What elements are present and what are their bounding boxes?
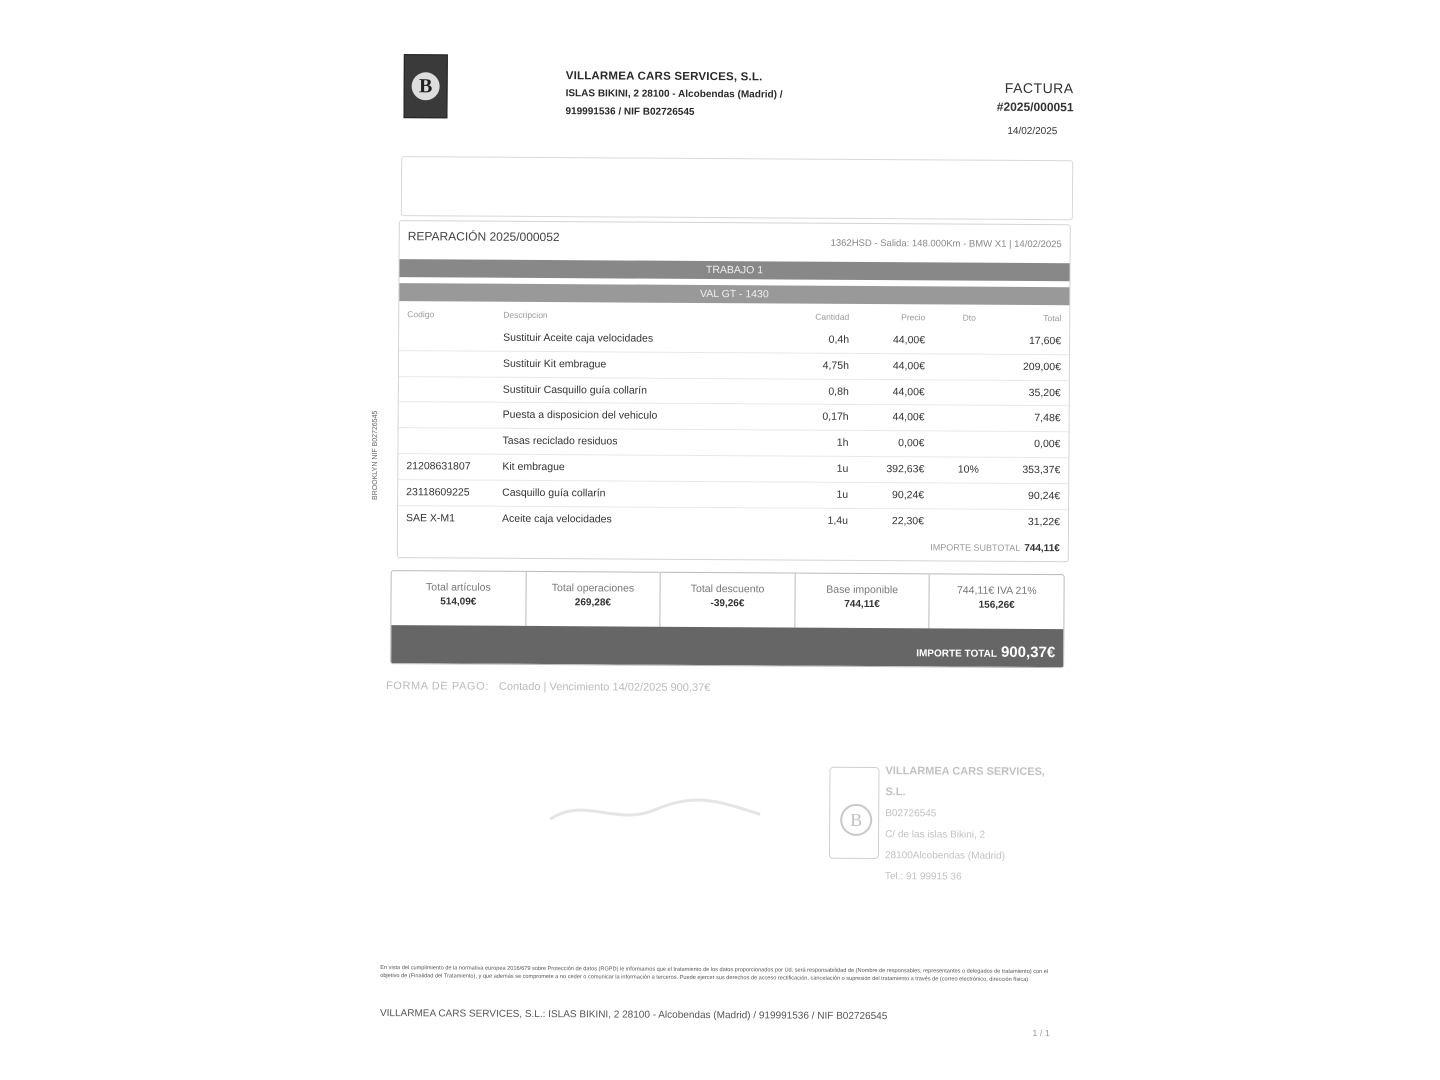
table-row xyxy=(398,480,1068,510)
grand-total xyxy=(916,643,1055,661)
cell-qty: 4,75h xyxy=(822,359,849,372)
cell-price: 0,00€ xyxy=(898,437,925,450)
cell-total: 35,20€ xyxy=(1028,386,1061,399)
base-imponible-value: 744,11€ xyxy=(844,598,880,611)
invoice-title: FACTURA xyxy=(1004,79,1074,97)
cell-qty: 1h xyxy=(836,436,849,450)
table-row xyxy=(398,454,1068,484)
cell-qty: 1u xyxy=(836,462,849,475)
table-row xyxy=(399,325,1069,355)
cell-price: 44,00€ xyxy=(892,334,926,347)
cell-price: 90,24€ xyxy=(892,488,925,502)
total-descuento-label: Total descuento xyxy=(690,582,765,596)
total-operaciones-label: Total operaciones xyxy=(551,582,635,595)
payment-method xyxy=(386,680,710,694)
cell-price: 22,30€ xyxy=(891,514,925,527)
repair-section xyxy=(397,220,1071,562)
iva xyxy=(930,574,1064,629)
cell-desc: Sustituir Kit embrague xyxy=(502,357,607,371)
cell-desc: Sustituir Casquillo guía collarín xyxy=(502,383,647,397)
cell-disc: 10% xyxy=(957,463,979,476)
stamp-text xyxy=(885,761,1060,888)
page-number: 1 / 1 xyxy=(1032,1028,1050,1039)
totals-cells xyxy=(391,571,1063,629)
total-operaciones-value: 269,28€ xyxy=(574,597,612,609)
stamp-city: 28100Alcobendas (Madrid) xyxy=(884,850,1006,862)
val-bar: VAL GT - 1430 xyxy=(399,283,1069,305)
cell-desc: Kit embrague xyxy=(502,460,565,474)
cell-qty: 1u xyxy=(836,488,849,501)
invoice-date: 14/02/2025 xyxy=(1007,125,1058,138)
cell-qty: 0,17h xyxy=(822,411,849,424)
stamp-street: C/ de las islas Bikini, 2 xyxy=(885,829,986,841)
iva-label: 744,11€ IVA 21% xyxy=(956,584,1037,598)
cell-desc: Puesta a disposicion del vehiculo xyxy=(502,409,658,423)
total-articulos-value: 514,09€ xyxy=(440,596,477,608)
stamp-name: VILLARMEA CARS SERVICES, S.L. xyxy=(885,765,1046,799)
client-box xyxy=(401,156,1073,220)
payment-label: FORMA DE PAGO: xyxy=(385,680,489,693)
header-price: Precio xyxy=(901,312,926,323)
cell-total: 90,24€ xyxy=(1028,489,1061,502)
invoice-number: #2025/000051 xyxy=(996,99,1074,115)
repair-title: REPARACIÓN 2025/000052 xyxy=(407,229,560,245)
table-row xyxy=(399,377,1069,407)
cell-total: 353,37€ xyxy=(1022,463,1061,477)
cell-price: 44,00€ xyxy=(892,385,925,398)
cell-code: 23118609225 xyxy=(406,485,470,499)
table-rows xyxy=(398,325,1069,534)
total-descuento-value: -39,26€ xyxy=(710,598,745,610)
cell-total: 0,00€ xyxy=(1034,438,1061,451)
totals-box xyxy=(390,570,1065,668)
company-stamp xyxy=(829,761,1060,883)
header-total: Total xyxy=(1043,313,1062,324)
subtotal-value: 744,11€ xyxy=(1024,542,1060,555)
table-header xyxy=(399,305,1069,327)
subtotal-label: IMPORTE SUBTOTAL xyxy=(930,542,1021,553)
table-row xyxy=(399,403,1069,433)
cell-desc: Tasas reciclado residuos xyxy=(502,434,618,448)
signature-mark xyxy=(545,791,765,832)
stamp-logo xyxy=(829,767,880,859)
cell-total: 17,60€ xyxy=(1028,334,1062,348)
table-row xyxy=(399,351,1069,381)
payment-text: Contado | Vencimiento 14/02/2025 900,37€ xyxy=(498,680,711,695)
logo-b-icon: B xyxy=(412,72,440,100)
stamp-nif: B02726545 xyxy=(885,808,937,820)
cell-total: 7,48€ xyxy=(1034,412,1061,425)
cell-qty: 1,4u xyxy=(827,514,849,527)
cell-price: 44,00€ xyxy=(892,411,925,424)
company-info xyxy=(565,67,782,122)
cell-desc: Sustituir Aceite caja velocidades xyxy=(503,331,654,345)
scanned-invoice xyxy=(374,30,1080,1074)
header-qty: Cantidad xyxy=(815,311,850,322)
company-address: ISLAS BIKINI, 2 28100 - Alcobendas (Madrid) / xyxy=(565,88,783,101)
cell-price: 392,63€ xyxy=(886,463,925,476)
total-articulos xyxy=(391,571,526,626)
cell-desc: Aceite caja velocidades xyxy=(501,512,612,526)
cell-qty: 0,8h xyxy=(828,385,849,398)
legal-notice: En vista del cumplimiento de la normativa europea 2016/679 sobre Protección de datos (RGPD) le informamos que el tratamiento de los datos proporcionados por Ud. será responsabilidad de (Nombre de responsables, representantes o delegados de tratamiento) con el objetivo de (Finalidad del Tratamiento), y que además se compromete a no ceder o comunicar la información a terceros. Puede ejercer sus derechos de acceso rectificación, cancelación o supresión del tratamiento a través de (correo electrónico, dirección física) xyxy=(380,965,1049,983)
total-descuento xyxy=(661,573,796,628)
stamp-b-icon: B xyxy=(840,804,872,836)
side-vertical-text: BROOKLYN NIF B02726545 xyxy=(372,410,379,500)
cell-qty: 0,4h xyxy=(828,333,850,346)
header-disc: Dto xyxy=(962,312,976,323)
cell-code: 21208631807 xyxy=(406,460,471,473)
iva-value: 156,26€ xyxy=(978,599,1015,611)
cell-total: 209,00€ xyxy=(1022,360,1061,373)
company-id: 919991536 / NIF B02726545 xyxy=(565,106,695,118)
table-row xyxy=(398,428,1068,458)
header-desc: Descripcion xyxy=(503,309,548,321)
invoice-header xyxy=(997,80,1074,137)
cell-code: SAE X-M1 xyxy=(405,511,456,525)
brand-logo xyxy=(403,54,447,118)
company-name: VILLARMEA CARS SERVICES, S.L. xyxy=(565,70,763,84)
grand-total-bar xyxy=(391,625,1063,667)
footer-company: VILLARMEA CARS SERVICES, S.L.: ISLAS BIKINI, 2 28100 - Alcobendas (Madrid) / 919991536 / NIF B02726545 xyxy=(379,1008,888,1023)
job-bar: TRABAJO 1 xyxy=(399,259,1069,281)
header-code: Codigo xyxy=(407,309,435,320)
base-imponible xyxy=(795,574,930,629)
table-row xyxy=(398,506,1068,535)
cell-price: 44,00€ xyxy=(892,359,925,373)
cell-desc: Casquillo guía collarín xyxy=(502,486,606,500)
subtotal xyxy=(930,542,1060,554)
stamp-phone: Tel.: 91 99915 36 xyxy=(884,871,962,883)
total-articulos-label: Total artículos xyxy=(425,581,491,594)
grand-total-label: IMPORTE TOTAL xyxy=(916,648,997,660)
repair-meta: 1362HSD - Salida: 148.000Km - BMW X1 | 14/02/2025 xyxy=(830,237,1062,251)
grand-total-value: 900,37€ xyxy=(1000,643,1056,662)
total-operaciones xyxy=(526,572,661,627)
cell-total: 31,22€ xyxy=(1027,515,1061,528)
base-imponible-label: Base imponible xyxy=(826,583,899,597)
